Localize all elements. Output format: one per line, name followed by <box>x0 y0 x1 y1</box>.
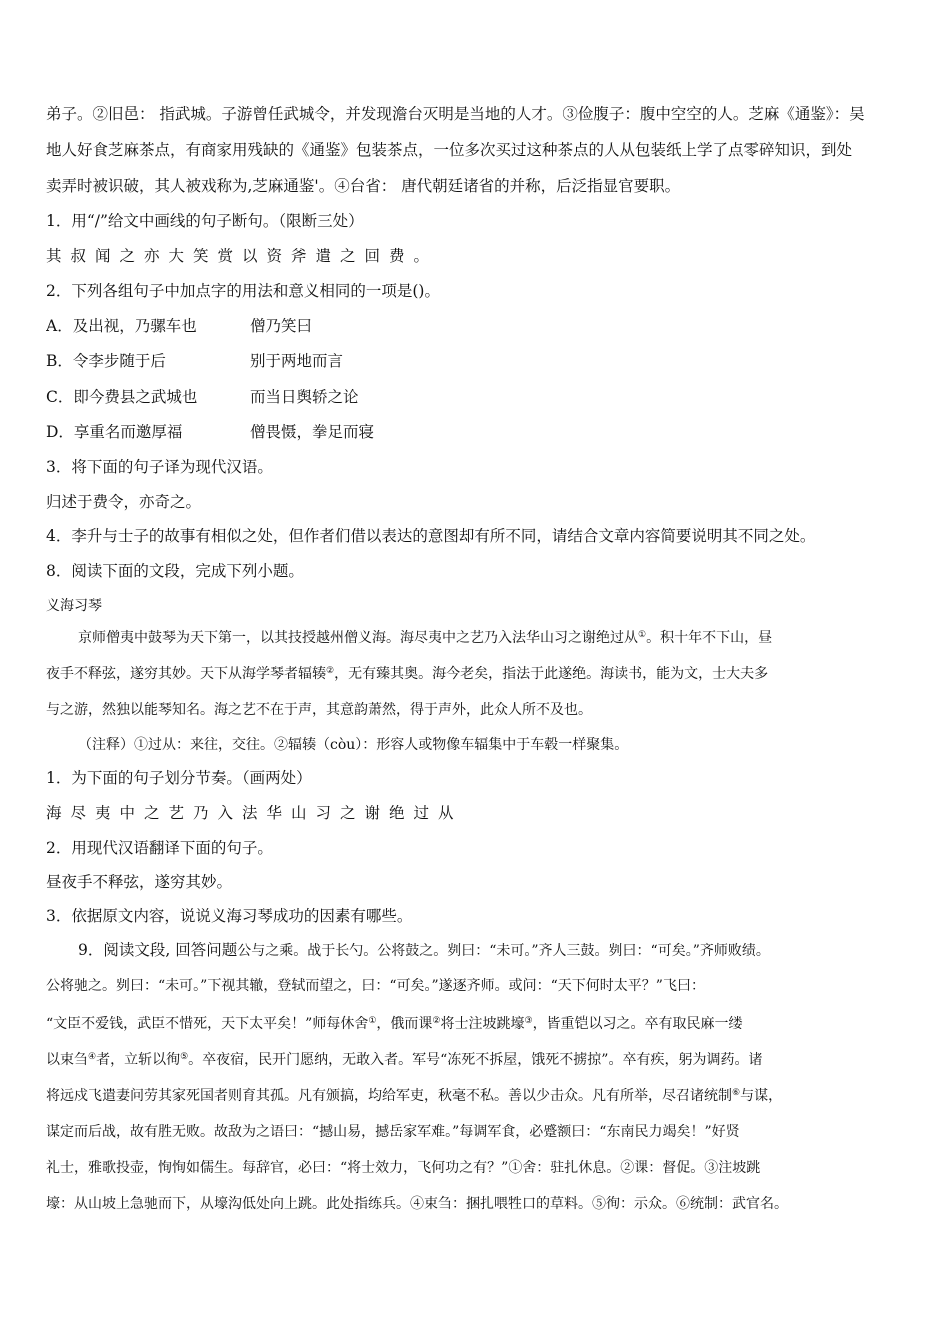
passage-8-line-2b: ，无有臻其奥。海今老矣，指法于此遂绝。海读书，能为文，士大夫多 <box>334 666 769 682</box>
section-9-line-8: 壕：从山坡上急驰而下，从壕沟低处向上跳。此处指练兵。④束刍：捆扎喂牲口的草料。⑤徇：示众。⑥统制：武官名。 <box>46 1196 788 1212</box>
option-b-left: B．令李步随于后 <box>46 352 166 370</box>
section-9-line-5 <box>46 1086 908 1106</box>
question-1-text: 其叔闻之亦大笑赏以资斧遣之回费。 <box>46 247 439 265</box>
footnote-marker-s9-2: ② <box>432 1016 441 1026</box>
section-9-line-4a: 以束刍 <box>46 1052 88 1068</box>
annotation-line-1: 弟子。②旧邑： 指武城。子游曾任武城令，并发现澹台灭明是当地的人才。③俭腹子：腹中空空的人。芝麻《通鉴》：吴 <box>46 105 865 123</box>
passage-8-line-2a: 夜手不释弦，遂穷其妙。天下从海学琴者辐辏 <box>46 666 326 682</box>
section-9-line-7: 礼士，雅歌投壶，恂恂如儒生。每辞官，必曰：“将士效力，飞何功之有？”①舍：驻扎休息。②课：督促。③注坡跳 <box>46 1160 761 1176</box>
passage-8-line-2 <box>46 664 908 684</box>
section-9-line-2: 公将驰之。刿曰：“未可。”下视其辙，登轼而望之，曰：“可矣。”遂逐齐师。或问：“天下何时太平？”飞曰： <box>46 978 705 994</box>
option-d-left: D．享重名而邀厚福 <box>46 423 183 441</box>
passage-8-line-3: 与之游，然独以能琴知名。海之艺不在于声，其意韵萧然，得于声外，此众人所不及也。 <box>46 702 592 718</box>
section-9-line-3a: “文臣不爱钱，武臣不惜死，天下太平矣！”师每休舍 <box>46 1016 369 1032</box>
section-8-heading: 8．阅读下面的文段，完成下列小题。 <box>46 562 304 580</box>
footnote-marker-s9-1: ① <box>368 1016 377 1026</box>
section-9-line-5b: 与谋， <box>740 1088 783 1104</box>
question-3-text: 归述于费令，亦奇之。 <box>46 493 202 511</box>
question-4: 4．李升与士子的故事有相似之处，但作者们借以表达的意图却有所不同，请结合文章内容简要说明其不同之处。 <box>46 527 816 545</box>
section-9-line-4b: 者，立斩以徇 <box>96 1052 181 1068</box>
question-2: 2．下列各组句子中加点字的用法和意义相同的一项是()。 <box>46 282 440 300</box>
passage-8-line-1b: 。积十年不下山，昼 <box>646 630 773 646</box>
passage-8-line-1 <box>78 628 908 648</box>
section-9-line-3c: 将士注坡跳壕 <box>440 1016 525 1032</box>
section-8-title: 义海习琴 <box>46 598 102 614</box>
section-9-line-6: 谋定而后战，故有胜无败。故敌为之语曰：“撼山易，撼岳家军难。”每调军食，必蹙额曰：“东南民力竭矣！”好贤 <box>46 1124 740 1140</box>
section-9-line-3d: ，皆重铠以习之。卒有取民麻一缕 <box>532 1016 743 1032</box>
section-9-text-1: 公与之乘。战于长勺。公将鼓之。刿曰：“未可。”齐人三鼓。刿曰：“可矣。”齐师败绩。 <box>237 943 770 959</box>
section-9-line-3 <box>46 1014 908 1034</box>
footnote-marker-1: ① <box>638 630 647 640</box>
footnote-marker-s9-6: ⑥ <box>732 1088 741 1098</box>
section-9-line-5a: 将远戍飞遣妻问劳其家死国者则育其孤。凡有颁搞，均给军吏，秋毫不私。善以少击众。凡有所举，尽召诸统制 <box>46 1088 732 1104</box>
section-9-line-3b: ，俄而课 <box>376 1016 433 1032</box>
section-9-line-1 <box>78 940 910 961</box>
question-1: 1．用“/”给文中画线的句子断句。（限断三处） <box>46 212 364 230</box>
option-a-left: A．及出视，乃骡车也 <box>46 317 197 335</box>
option-c-left: C．即今费县之武城也 <box>46 388 198 406</box>
option-a-right: 僧乃笑曰 <box>250 317 313 335</box>
footnote-marker-s9-5: ⑤ <box>180 1052 189 1062</box>
option-c-right: 而当日舆轿之论 <box>250 388 359 406</box>
section-9-line-4c: 。卒夜宿，民开门愿纳，无敢入者。军号“冻死不拆屋，饿死不掳掠”。卒有疾，躬为调药。诸 <box>188 1052 763 1068</box>
passage-8-note: （注释）①过从：来往，交往。②辐辏（còu）：形容人或物像车辐集中于车毂一样聚集。 <box>78 737 629 753</box>
section-8-question-2-text: 昼夜手不释弦，遂穷其妙。 <box>46 873 233 891</box>
section-9-heading: 9．阅读文段, 回答问题 <box>78 941 238 959</box>
footnote-marker-2: ② <box>326 666 335 676</box>
option-d <box>46 422 908 442</box>
option-b-right: 别于两地而言 <box>250 352 344 370</box>
option-a <box>46 316 908 336</box>
footnote-marker-s9-4: ④ <box>88 1052 97 1062</box>
footnote-marker-s9-3: ③ <box>524 1016 533 1026</box>
question-3: 3．将下面的句子译为现代汉语。 <box>46 458 273 476</box>
option-c <box>46 387 908 407</box>
section-8-question-2: 2．用现代汉语翻译下面的句子。 <box>46 839 273 857</box>
annotation-line-2: 地人好食芝麻茶点，有商家用残缺的《通鉴》包装茶点，一位多次买过这种茶点的人从包装纸上学了点零碎知识，到处 <box>46 141 853 159</box>
option-b <box>46 351 908 371</box>
annotation-line-3: 卖弄时被识破，其人被戏称为,芝麻通鉴'。④台省： 唐代朝廷诸省的并称，后泛指显官要职。 <box>46 177 681 195</box>
section-8-question-3: 3．依据原文内容，说说义海习琴成功的因素有哪些。 <box>46 907 413 925</box>
section-8-question-1: 1．为下面的句子划分节奏。（画两处） <box>46 769 312 787</box>
passage-8-line-1a: 京师僧夷中鼓琴为天下第一，以其技授越州僧义海。海尽夷中之艺乃入法华山习之谢绝过从 <box>78 630 638 646</box>
option-d-right: 僧畏慑，拳足而寝 <box>250 423 375 441</box>
section-9-line-4 <box>46 1050 908 1070</box>
section-8-question-1-text: 海尽夷中之艺乃入法华山习之谢绝过从 <box>46 804 463 822</box>
